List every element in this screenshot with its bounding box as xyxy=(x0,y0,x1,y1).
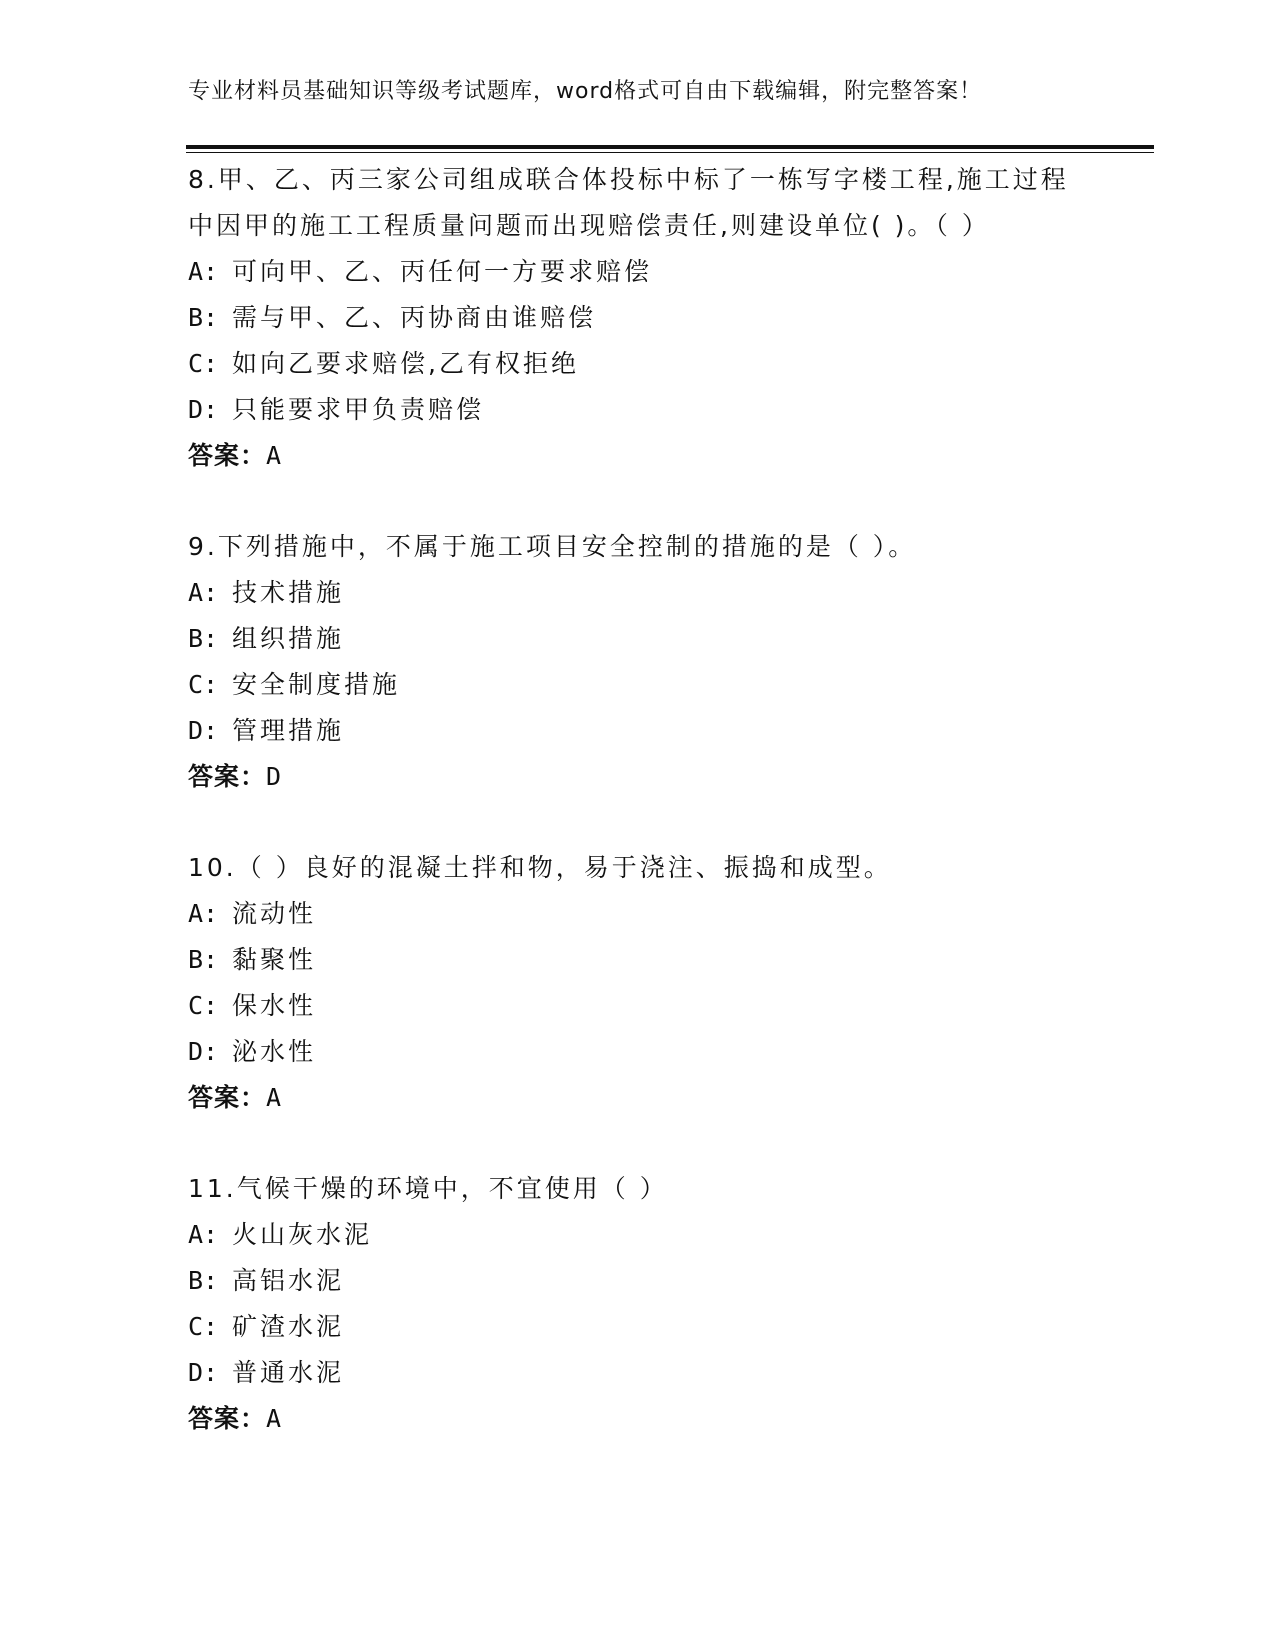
option-d xyxy=(188,708,1088,754)
option-text: 组织措施 xyxy=(232,624,345,653)
option-d xyxy=(188,387,1088,433)
option-b xyxy=(188,295,1088,341)
option-text: 普通水泥 xyxy=(232,1358,345,1387)
page-header: 专业材料员基础知识等级考试题库，word格式可自由下载编辑，附完整答案！ xyxy=(188,79,983,104)
option-d xyxy=(188,1029,1088,1075)
question-stem: 8.甲、乙、丙三家公司组成联合体投标中标了一栋写字楼工程,施工过程中因甲的施工工程质量问题而出现赔偿责任,则建设单位( )。（ ） xyxy=(188,165,1069,240)
option-b xyxy=(188,616,1088,662)
option-text: 技术措施 xyxy=(232,578,345,607)
option-text: 黏聚性 xyxy=(232,945,317,974)
answer-line xyxy=(188,754,1088,800)
answer-label: 答案： xyxy=(188,1404,267,1433)
option-a xyxy=(188,1212,1088,1258)
question-8 xyxy=(188,157,1088,479)
option-letter: D: xyxy=(188,1037,219,1066)
option-text: 高铝水泥 xyxy=(232,1266,345,1295)
question-stem: 9.下列措施中，不属于施工项目安全控制的措施的是（ ）。 xyxy=(188,532,917,561)
answer-label: 答案： xyxy=(188,762,267,791)
option-letter: B: xyxy=(188,945,219,974)
option-b xyxy=(188,1258,1088,1304)
option-text: 需与甲、乙、丙协商由谁赔偿 xyxy=(232,303,597,332)
option-letter: B: xyxy=(188,303,219,332)
option-letter: D: xyxy=(188,395,219,424)
question-stem: 10.（ ）良好的混凝土拌和物，易于浇注、振捣和成型。 xyxy=(188,853,892,882)
option-text: 只能要求甲负责赔偿 xyxy=(232,395,485,424)
option-text: 安全制度措施 xyxy=(232,670,401,699)
option-letter: A: xyxy=(188,578,219,607)
option-c xyxy=(188,983,1088,1029)
option-text: 管理措施 xyxy=(232,716,345,745)
option-text: 火山灰水泥 xyxy=(232,1220,373,1249)
answer-value: D xyxy=(266,762,283,791)
answer-value: A xyxy=(266,1404,283,1433)
answer-line xyxy=(188,1396,1088,1442)
header-rule-thick xyxy=(186,145,1154,149)
question-10 xyxy=(188,845,1088,1121)
option-letter: A: xyxy=(188,1220,219,1249)
option-letter: C: xyxy=(188,670,219,699)
option-a xyxy=(188,891,1088,937)
option-letter: C: xyxy=(188,349,219,378)
option-b xyxy=(188,937,1088,983)
option-d xyxy=(188,1350,1088,1396)
option-letter: D: xyxy=(188,716,219,745)
answer-line xyxy=(188,1075,1088,1121)
option-letter: B: xyxy=(188,624,219,653)
answer-label: 答案： xyxy=(188,441,267,470)
answer-value: A xyxy=(266,1083,283,1112)
header-rule-thin xyxy=(186,152,1154,153)
option-a xyxy=(188,570,1088,616)
answer-label: 答案： xyxy=(188,1083,267,1112)
option-text: 泌水性 xyxy=(232,1037,317,1066)
option-letter: B: xyxy=(188,1266,219,1295)
option-text: 矿渣水泥 xyxy=(232,1312,345,1341)
option-c xyxy=(188,662,1088,708)
question-11 xyxy=(188,1166,1088,1442)
option-c xyxy=(188,1304,1088,1350)
option-letter: C: xyxy=(188,1312,219,1341)
option-letter: C: xyxy=(188,991,219,1020)
option-text: 如向乙要求赔偿,乙有权拒绝 xyxy=(232,349,579,378)
answer-value: A xyxy=(266,441,283,470)
question-stem: 11.气候干燥的环境中，不宜使用（ ） xyxy=(188,1174,668,1203)
option-text: 流动性 xyxy=(232,899,317,928)
option-letter: A: xyxy=(188,899,219,928)
question-9 xyxy=(188,524,1088,800)
answer-line xyxy=(188,433,1088,479)
option-letter: D: xyxy=(188,1358,219,1387)
option-text: 可向甲、乙、丙任何一方要求赔偿 xyxy=(232,257,653,286)
option-letter: A: xyxy=(188,257,219,286)
option-text: 保水性 xyxy=(232,991,317,1020)
option-a xyxy=(188,249,1088,295)
option-c xyxy=(188,341,1088,387)
question-list xyxy=(188,157,1088,1487)
